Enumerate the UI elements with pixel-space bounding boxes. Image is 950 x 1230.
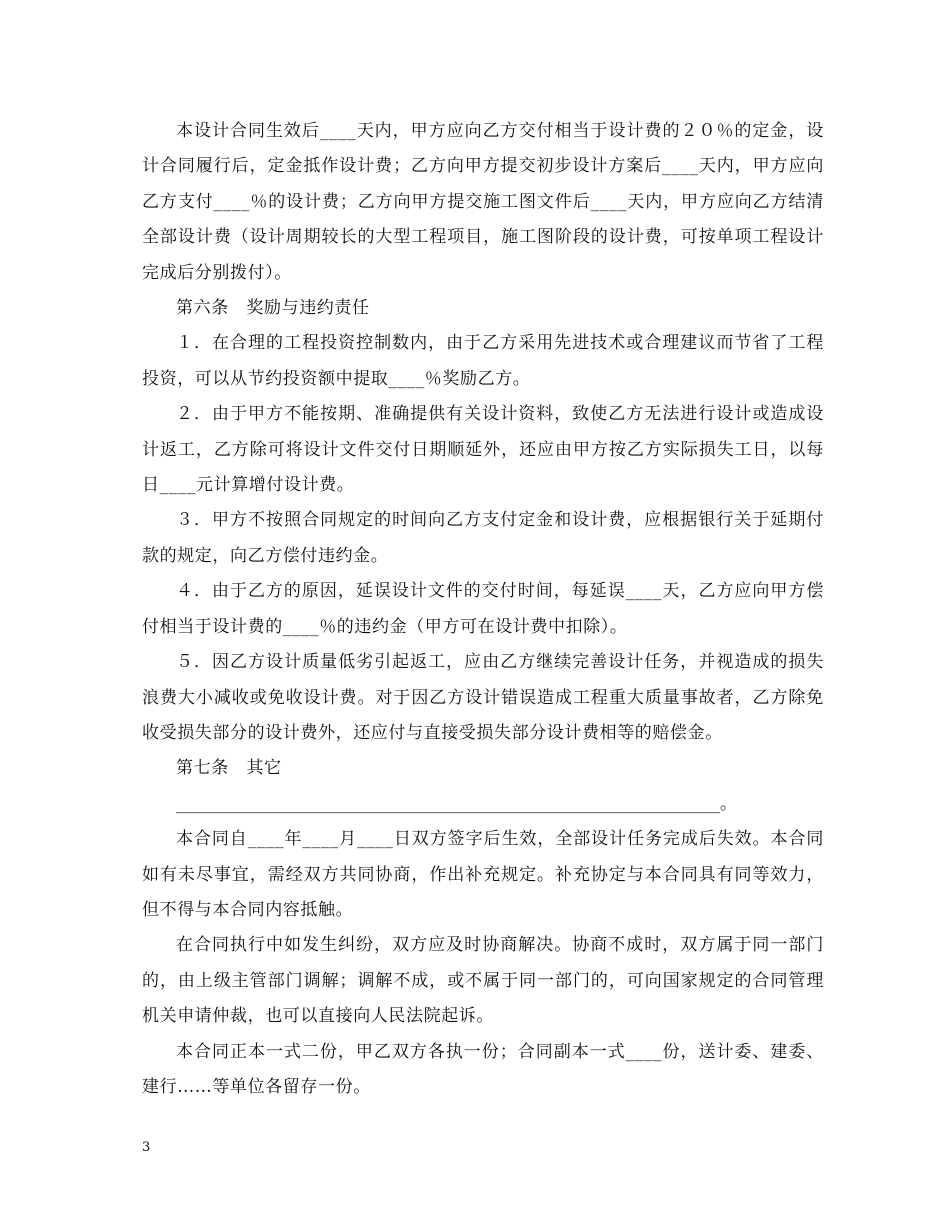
- article-6-clause-4: ４．由于乙方的原因，延误设计文件的交付时间，每延误____天，乙方应向甲方偿付相当于设计费的____％的违约金（甲方可在设计费中扣除）。: [142, 581, 824, 637]
- article-6-clause-1: １．在合理的工程投资控制数内，由于乙方采用先进技术或合理建议而节省了工程投资，可以从节约投资额中提取____％奖励乙方。: [142, 333, 824, 389]
- article-6-clause-5: ５．因乙方设计质量低劣引起返工，应由乙方继续完善设计任务，并视造成的损失浪费大小减收或免收设计费。对于因乙方设计错误造成工程重大质量事故者，乙方除免收受损失部分的设计费外，还应付与直接受损失部分设计费相等的赔偿金。: [142, 652, 824, 743]
- article-6-clause-2: ２．由于甲方不能按期、准确提供有关设计资料，致使乙方无法进行设计或造成设计返工，乙方除可将设计文件交付日期顺延外，还应由甲方按乙方实际损失工日，以每日____元计算增付设计费。: [142, 404, 824, 496]
- page-number: 3: [142, 1140, 151, 1155]
- article-7-heading: 第七条 其它: [176, 758, 282, 779]
- article-6-clause-3: ３．甲方不按照合同规定的时间向乙方支付定金和设计费，应根据银行关于延期付款的规定，向乙方偿付违约金。: [142, 510, 824, 566]
- article-6-heading: 第六条 奖励与违约责任: [176, 298, 370, 319]
- article-7-blank-line: ________________________________________________________________。: [176, 793, 737, 814]
- dispute-resolution-paragraph: 在合同执行中如发生纠纷，双方应及时协商解决。协商不成时，双方属于同一部门的，由上级主管部门调解；调解不成，或不属于同一部门的，可向国家规定的合同管理机关申请仲裁，也可以直接向人民法院起诉。: [142, 935, 824, 1027]
- payment-terms-paragraph: 本设计合同生效后____天内，甲方应向乙方交付相当于设计费的２０％的定金，设计合同履行后，定金抵作设计费；乙方向甲方提交初步设计方案后____天内，甲方应向乙方支付____％的设计费；乙方向甲方提交施工图文件后____天内，甲方应向乙方结清全部设计费（设计周期较长的大型工程项目，施工图阶段的设计费，可按单项工程设计完成后分别拨付）。: [142, 121, 824, 283]
- document-body: [142, 114, 824, 1105]
- copies-paragraph: 本合同正本一式二份，甲乙双方各执一份；合同副本一式____份，送计委、建委、建行……等单位各留存一份。: [142, 1041, 824, 1097]
- effectiveness-paragraph: 本合同自____年____月____日双方签字后生效，全部设计任务完成后失效。本合同如有未尽事宜，需经双方共同协商，作出补充规定。补充协定与本合同具有同等效力，但不得与本合同内容抵触。: [142, 829, 824, 920]
